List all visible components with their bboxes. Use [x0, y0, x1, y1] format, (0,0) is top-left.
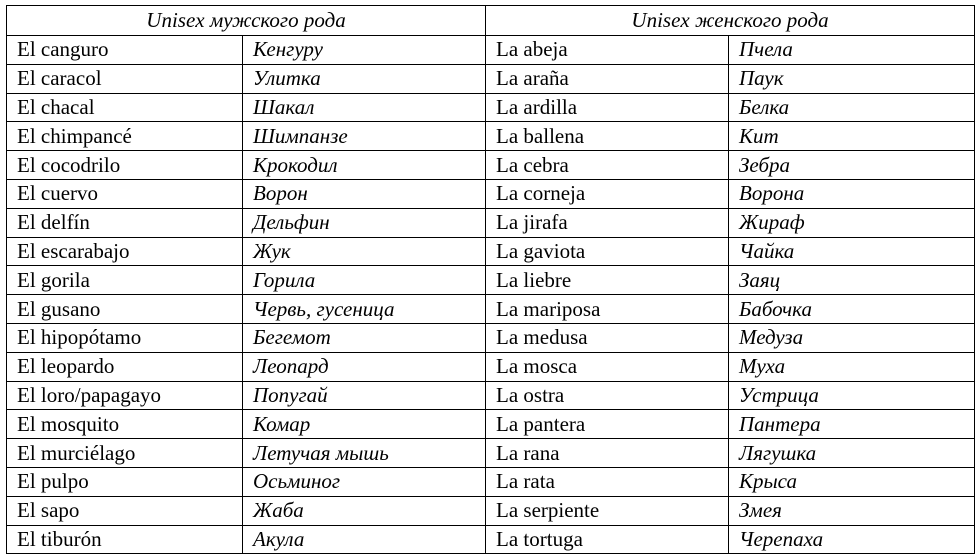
russian-feminine-cell: Чайка — [729, 237, 975, 266]
russian-masculine-cell: Бегемот — [243, 323, 486, 352]
russian-masculine-cell: Улитка — [243, 64, 486, 93]
spanish-masculine-cell: El chacal — [7, 93, 243, 122]
russian-masculine-cell: Червь, гусеница — [243, 295, 486, 324]
russian-masculine-cell: Акула — [243, 525, 486, 554]
spanish-masculine-cell: El cocodrilo — [7, 151, 243, 180]
russian-feminine-cell: Кит — [729, 122, 975, 151]
russian-feminine-cell: Пчела — [729, 36, 975, 65]
table-row — [7, 64, 975, 93]
russian-feminine-cell: Устрица — [729, 381, 975, 410]
russian-masculine-cell: Жаба — [243, 496, 486, 525]
header-row — [7, 6, 975, 36]
spanish-masculine-cell: El gusano — [7, 295, 243, 324]
spanish-feminine-cell: La rata — [486, 467, 729, 496]
spanish-feminine-cell: La mariposa — [486, 295, 729, 324]
spanish-masculine-cell: El murciélago — [7, 439, 243, 468]
table-row — [7, 151, 975, 180]
spanish-masculine-cell: El delfín — [7, 208, 243, 237]
table-row — [7, 525, 975, 554]
table-row — [7, 381, 975, 410]
table-row — [7, 266, 975, 295]
russian-masculine-cell: Шакал — [243, 93, 486, 122]
spanish-masculine-cell: El cuervo — [7, 179, 243, 208]
spanish-feminine-cell: La pantera — [486, 410, 729, 439]
russian-masculine-cell: Комар — [243, 410, 486, 439]
russian-masculine-cell: Горила — [243, 266, 486, 295]
table-row — [7, 122, 975, 151]
spanish-masculine-cell: El gorila — [7, 266, 243, 295]
spanish-masculine-cell: El mosquito — [7, 410, 243, 439]
table-row — [7, 93, 975, 122]
russian-feminine-cell: Заяц — [729, 266, 975, 295]
russian-masculine-cell: Летучая мышь — [243, 439, 486, 468]
spanish-masculine-cell: El leopardo — [7, 352, 243, 381]
masculine-header: Unisex мужского рода — [7, 6, 486, 36]
russian-feminine-cell: Белка — [729, 93, 975, 122]
table-body — [7, 36, 975, 554]
russian-feminine-cell: Лягушка — [729, 439, 975, 468]
spanish-masculine-cell: El canguro — [7, 36, 243, 65]
spanish-feminine-cell: La tortuga — [486, 525, 729, 554]
spanish-masculine-cell: El escarabajo — [7, 237, 243, 266]
table-row — [7, 496, 975, 525]
spanish-masculine-cell: El chimpancé — [7, 122, 243, 151]
spanish-feminine-cell: La medusa — [486, 323, 729, 352]
russian-masculine-cell: Леопард — [243, 352, 486, 381]
russian-masculine-cell: Ворон — [243, 179, 486, 208]
spanish-feminine-cell: La corneja — [486, 179, 729, 208]
spanish-masculine-cell: El loro/papagayo — [7, 381, 243, 410]
russian-masculine-cell: Осьминог — [243, 467, 486, 496]
russian-masculine-cell: Кенгуру — [243, 36, 486, 65]
russian-feminine-cell: Ворона — [729, 179, 975, 208]
spanish-feminine-cell: La abeja — [486, 36, 729, 65]
russian-masculine-cell: Жук — [243, 237, 486, 266]
table-row — [7, 323, 975, 352]
table-row — [7, 439, 975, 468]
table-row — [7, 410, 975, 439]
russian-feminine-cell: Медуза — [729, 323, 975, 352]
russian-feminine-cell: Зебра — [729, 151, 975, 180]
russian-feminine-cell: Муха — [729, 352, 975, 381]
table-row — [7, 467, 975, 496]
russian-feminine-cell: Паук — [729, 64, 975, 93]
table-row — [7, 179, 975, 208]
table-row — [7, 295, 975, 324]
table-row — [7, 237, 975, 266]
vocabulary-table — [6, 5, 975, 554]
russian-masculine-cell: Крокодил — [243, 151, 486, 180]
table-row — [7, 36, 975, 65]
spanish-feminine-cell: La gaviota — [486, 237, 729, 266]
russian-feminine-cell: Крыса — [729, 467, 975, 496]
russian-masculine-cell: Шимпанзе — [243, 122, 486, 151]
spanish-feminine-cell: La serpiente — [486, 496, 729, 525]
spanish-feminine-cell: La cebra — [486, 151, 729, 180]
russian-masculine-cell: Дельфин — [243, 208, 486, 237]
spanish-masculine-cell: El sapo — [7, 496, 243, 525]
spanish-feminine-cell: La ardilla — [486, 93, 729, 122]
russian-feminine-cell: Жираф — [729, 208, 975, 237]
russian-feminine-cell: Черепаха — [729, 525, 975, 554]
spanish-feminine-cell: La jirafa — [486, 208, 729, 237]
russian-feminine-cell: Змея — [729, 496, 975, 525]
spanish-feminine-cell: La mosca — [486, 352, 729, 381]
russian-feminine-cell: Бабочка — [729, 295, 975, 324]
feminine-header: Unisex женского рода — [486, 6, 975, 36]
russian-masculine-cell: Попугай — [243, 381, 486, 410]
table-row — [7, 352, 975, 381]
spanish-masculine-cell: El caracol — [7, 64, 243, 93]
russian-feminine-cell: Пантера — [729, 410, 975, 439]
spanish-feminine-cell: La rana — [486, 439, 729, 468]
spanish-feminine-cell: La araña — [486, 64, 729, 93]
spanish-feminine-cell: La ballena — [486, 122, 729, 151]
spanish-masculine-cell: El pulpo — [7, 467, 243, 496]
spanish-masculine-cell: El hipopótamo — [7, 323, 243, 352]
spanish-feminine-cell: La ostra — [486, 381, 729, 410]
spanish-feminine-cell: La liebre — [486, 266, 729, 295]
spanish-masculine-cell: El tiburón — [7, 525, 243, 554]
table-row — [7, 208, 975, 237]
